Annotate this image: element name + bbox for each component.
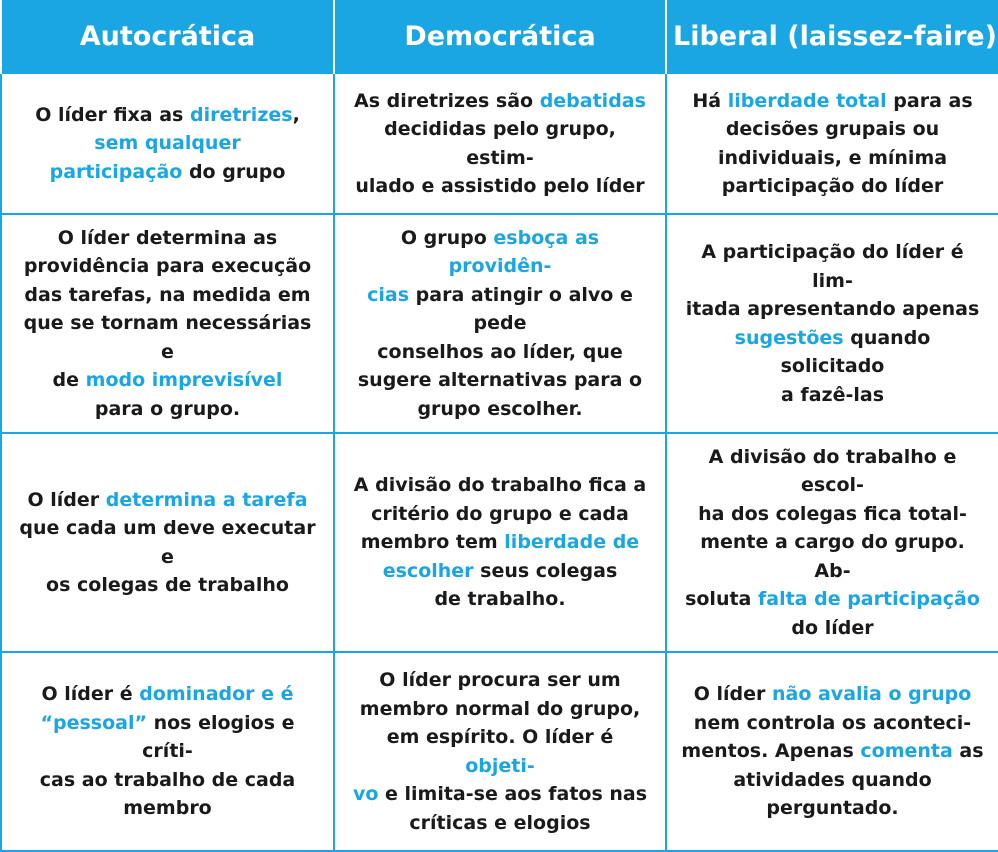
cell-line — [16, 395, 319, 424]
cell-line — [16, 514, 319, 571]
cell-autocratica — [1, 433, 334, 652]
cell-line — [16, 309, 319, 366]
cell-liberal — [666, 433, 998, 652]
cell-line — [681, 295, 984, 324]
cell-text: a fazê-las — [781, 383, 884, 406]
cell-text: das tarefas, na medida em — [24, 283, 311, 306]
cell-text: perguntado. — [766, 797, 899, 820]
cell-line — [16, 224, 319, 253]
highlighted-text: cias — [367, 283, 410, 306]
cell-line — [349, 809, 651, 838]
cell-liberal — [666, 73, 998, 214]
highlighted-text: modo imprevisível — [85, 369, 283, 392]
cell-text: providência para execução — [23, 255, 312, 278]
cell-line — [16, 366, 319, 395]
cell-text: do líder — [791, 616, 874, 639]
cell-text: O líder é — [41, 683, 140, 706]
cell-text: grupo escolher. — [417, 397, 583, 420]
cell-line — [349, 87, 651, 116]
cell-text: ulado e assistido pelo líder — [355, 175, 645, 197]
highlighted-text: liberdade total — [727, 89, 887, 112]
table-row — [1, 652, 998, 851]
cell-autocratica — [1, 652, 334, 851]
cell-text: decididas pelo grupo, estim- — [384, 118, 616, 169]
cell-line — [681, 238, 984, 295]
cell-text: atividades quando — [733, 768, 932, 791]
highlighted-text: sem qualquer — [94, 132, 241, 155]
highlighted-text: diretrizes — [189, 103, 293, 126]
highlighted-text: escolher — [382, 559, 474, 582]
highlighted-text: esboça as providên- — [448, 226, 600, 278]
cell-text: os colegas de trabalho — [46, 574, 289, 596]
cell-text: para o grupo. — [94, 397, 241, 420]
cell-text: que cada um deve executar e — [19, 517, 316, 568]
cell-line — [16, 101, 319, 130]
cell-democratica — [334, 214, 666, 433]
cell-text: individuais, e mínima — [717, 146, 948, 169]
cell-line — [349, 224, 651, 281]
cell-text: de — [52, 369, 86, 392]
cell-line — [16, 281, 319, 310]
cell-line — [681, 144, 984, 173]
cell-line — [349, 528, 651, 557]
cell-text: soluta — [685, 588, 758, 611]
cell-text: conselhos ao líder, que — [377, 340, 623, 363]
table-row — [1, 433, 998, 652]
table-body — [1, 73, 998, 851]
cell-line — [681, 87, 984, 116]
cell-text: O líder — [693, 683, 772, 706]
cell-line — [349, 780, 651, 809]
table-row — [1, 73, 998, 214]
highlighted-text: liberdade de — [504, 531, 640, 554]
cell-democratica — [334, 652, 666, 851]
cell-text: em espírito. O líder é — [386, 726, 614, 748]
highlighted-text: comenta — [860, 740, 953, 763]
cell-line — [681, 528, 984, 585]
cell-text: nem controla os aconteci- — [693, 711, 972, 734]
cell-line — [349, 471, 651, 500]
highlighted-text: não avalia o grupo — [771, 683, 972, 706]
cell-line — [16, 486, 319, 515]
cell-line — [681, 115, 984, 144]
cell-line — [681, 680, 984, 709]
header-democratica: Democrática — [334, 0, 666, 73]
cell-text: críticas e elogios — [409, 811, 591, 834]
cell-line — [681, 737, 984, 766]
cell-text: A participação do líder é lim- — [701, 241, 964, 292]
cell-text: seus colegas — [473, 559, 618, 582]
highlighted-text: objeti- — [465, 754, 535, 777]
cell-line — [681, 709, 984, 738]
cell-line — [681, 500, 984, 529]
cell-text: O grupo — [400, 226, 494, 249]
cell-text: participação do líder — [721, 175, 944, 197]
cell-text: Há — [692, 89, 728, 112]
cell-line — [16, 766, 319, 795]
highlighted-text: sugestões — [734, 326, 844, 349]
cell-text: e limita-se aos fatos nas — [378, 783, 648, 805]
cell-autocratica — [1, 214, 334, 433]
cell-line — [349, 395, 651, 424]
cell-line — [681, 614, 984, 643]
cell-line — [16, 158, 319, 187]
cell-line — [349, 115, 651, 172]
cell-text: O líder determina as — [57, 226, 278, 249]
cell-line — [349, 585, 651, 614]
cell-line — [349, 172, 651, 201]
cell-text: nos elogios e críti- — [142, 711, 295, 763]
header-liberal: Liberal (laissez-faire) — [666, 0, 998, 73]
cell-line — [349, 723, 651, 780]
cell-text: , — [292, 103, 300, 126]
header-autocratica: Autocrática — [1, 0, 334, 73]
cell-text: as — [952, 740, 984, 763]
highlighted-text: dominador e é — [139, 683, 294, 706]
cell-text: A divisão do trabalho fica a — [353, 474, 647, 497]
highlighted-text: vo — [352, 783, 379, 805]
cell-line — [681, 324, 984, 381]
highlighted-text: debatidas — [539, 89, 646, 112]
cell-text: A divisão do trabalho e escol- — [708, 445, 957, 497]
cell-democratica — [334, 73, 666, 214]
cell-liberal — [666, 214, 998, 433]
table-row — [1, 214, 998, 433]
cell-democratica — [334, 433, 666, 652]
cell-line — [349, 666, 651, 695]
cell-autocratica — [1, 73, 334, 214]
cell-text: membro normal do grupo, — [359, 697, 641, 720]
cell-liberal — [666, 652, 998, 851]
cell-line — [349, 366, 651, 395]
cell-line — [681, 172, 984, 201]
cell-text: do grupo — [182, 160, 286, 183]
cell-text: sugere alternativas para o — [357, 369, 643, 392]
highlighted-text: “pessoal” — [40, 711, 147, 734]
cell-text: decisões grupais ou — [725, 118, 940, 140]
cell-line — [16, 794, 319, 823]
cell-text: O líder fixa as — [35, 103, 190, 126]
cell-text: que se tornam necessárias e — [23, 312, 312, 363]
cell-text: itada apresentando apenas — [685, 298, 980, 320]
cell-text: de trabalho. — [434, 588, 566, 611]
cell-text: mentos. Apenas — [681, 740, 861, 763]
cell-line — [681, 443, 984, 500]
cell-text: para atingir o alvo e pede — [409, 283, 633, 335]
cell-line — [16, 709, 319, 766]
cell-line — [349, 500, 651, 529]
cell-text: cas ao trabalho de cada — [39, 768, 296, 791]
cell-text: mente a cargo do grupo. Ab- — [700, 531, 965, 582]
cell-line — [681, 381, 984, 410]
cell-line — [16, 129, 319, 158]
header-row — [1, 0, 998, 73]
cell-text: quando solicitado — [780, 326, 931, 377]
cell-text: As diretrizes são — [354, 89, 540, 112]
cell-line — [16, 252, 319, 281]
highlighted-text: determina a tarefa — [105, 488, 308, 511]
cell-text: ha dos colegas fica total- — [698, 502, 967, 525]
cell-line — [16, 680, 319, 709]
cell-text: critério do grupo e cada — [371, 502, 629, 525]
cell-text: para as — [886, 89, 973, 112]
cell-text: O líder procura ser um — [379, 669, 621, 691]
cell-line — [349, 338, 651, 367]
cell-text: membro — [123, 797, 212, 820]
cell-line — [349, 557, 651, 586]
highlighted-text: participação — [49, 160, 183, 183]
cell-line — [681, 766, 984, 795]
cell-line — [349, 695, 651, 724]
cell-line — [681, 585, 984, 614]
cell-line — [681, 794, 984, 823]
cell-line — [349, 281, 651, 338]
cell-text: membro tem — [360, 531, 505, 554]
highlighted-text: falta de participação — [757, 588, 980, 611]
cell-line — [16, 571, 319, 600]
cell-text: O líder — [27, 488, 106, 511]
